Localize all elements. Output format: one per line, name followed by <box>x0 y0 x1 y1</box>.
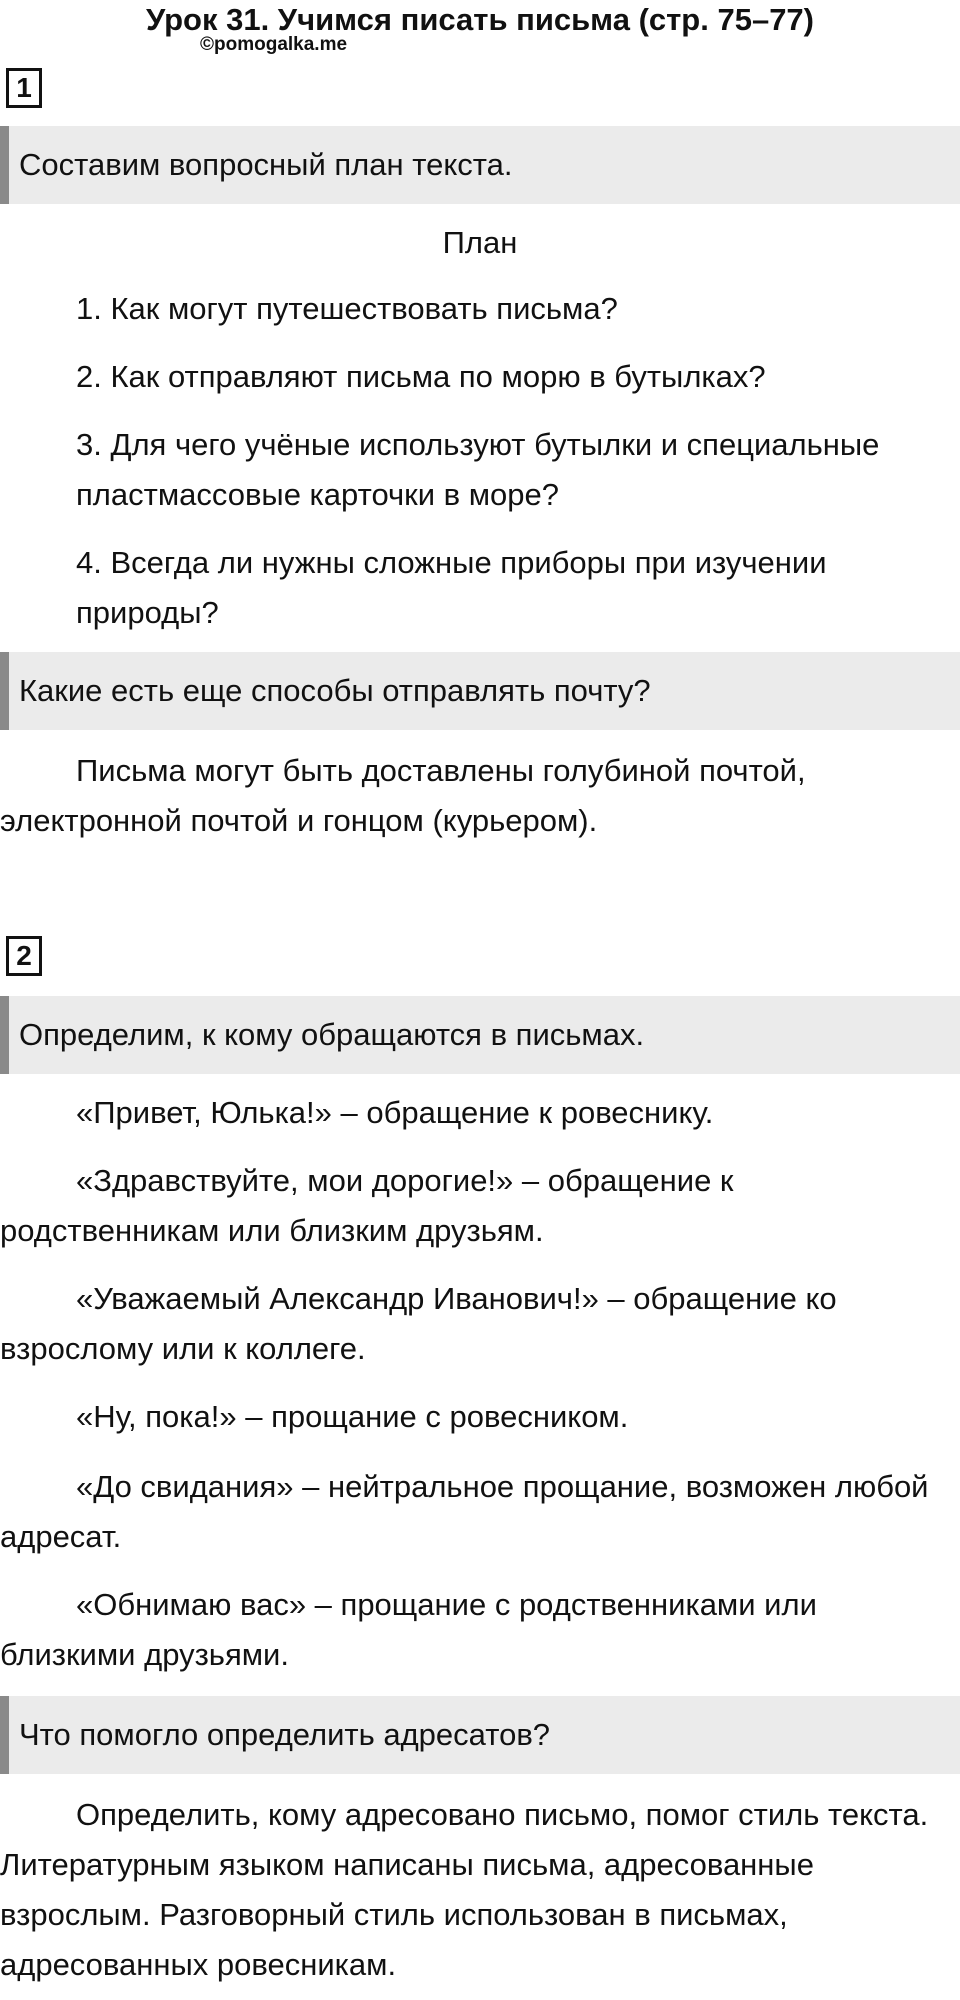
task2-answer: Определить, кому адресовано письмо, помог стиль текста. Литературным языком написаны письма, адресованные взрослым. Разговорный стиль использован в письмах, адресованных ровесникам. <box>0 1797 929 1982</box>
greeting-line-3: «Уважаемый Александр Иванович!» – обращение ко взрослому или к коллеге. <box>0 1281 837 1366</box>
task1-answer: Письма могут быть доставлены голубиной почтой, электронной почтой и гонцом (курьером). <box>0 753 806 838</box>
plan-item-4: 4. Всегда ли нужны сложные приборы при изучении природы? <box>76 545 827 630</box>
task1-prompt-plan: Составим вопросный план текста. <box>0 126 960 204</box>
farewell-line-2: «До свидания» – нейтральное прощание, возможен любой адресат. <box>0 1469 929 1554</box>
plan-title: План <box>442 225 518 260</box>
plan-item-3: 3. Для чего учёные используют бутылки и специальные пластмассовые карточки в море? <box>76 427 880 512</box>
farewell-line-3: «Обнимаю вас» – прощание с родственниками или близкими друзьями. <box>0 1587 817 1672</box>
task2-prompt-recipients: Что помогло определить адресатов? <box>0 1696 960 1774</box>
task-number-1: 1 <box>6 68 42 108</box>
plan-item-1: 1. Как могут путешествовать письма? <box>76 291 618 326</box>
task2-prompt-address: Определим, к кому обращаются в письмах. <box>0 996 960 1074</box>
task1-prompt-mail: Какие есть еще способы отправлять почту? <box>0 652 960 730</box>
greeting-line-1: «Привет, Юлька!» – обращение к ровеснику. <box>76 1095 714 1130</box>
watermark: ©pomogalka.me <box>200 34 348 55</box>
farewell-line-1: «Ну, пока!» – прощание с ровесником. <box>76 1399 629 1434</box>
plan-item-2: 2. Как отправляют письма по морю в бутылках? <box>76 359 766 394</box>
greeting-line-2: «Здравствуйте, мои дорогие!» – обращение к родственникам или близким друзьям. <box>0 1163 734 1248</box>
page-title: Урок 31. Учимся писать письма (стр. 75–77) <box>146 2 814 37</box>
task-number-2: 2 <box>6 936 42 976</box>
